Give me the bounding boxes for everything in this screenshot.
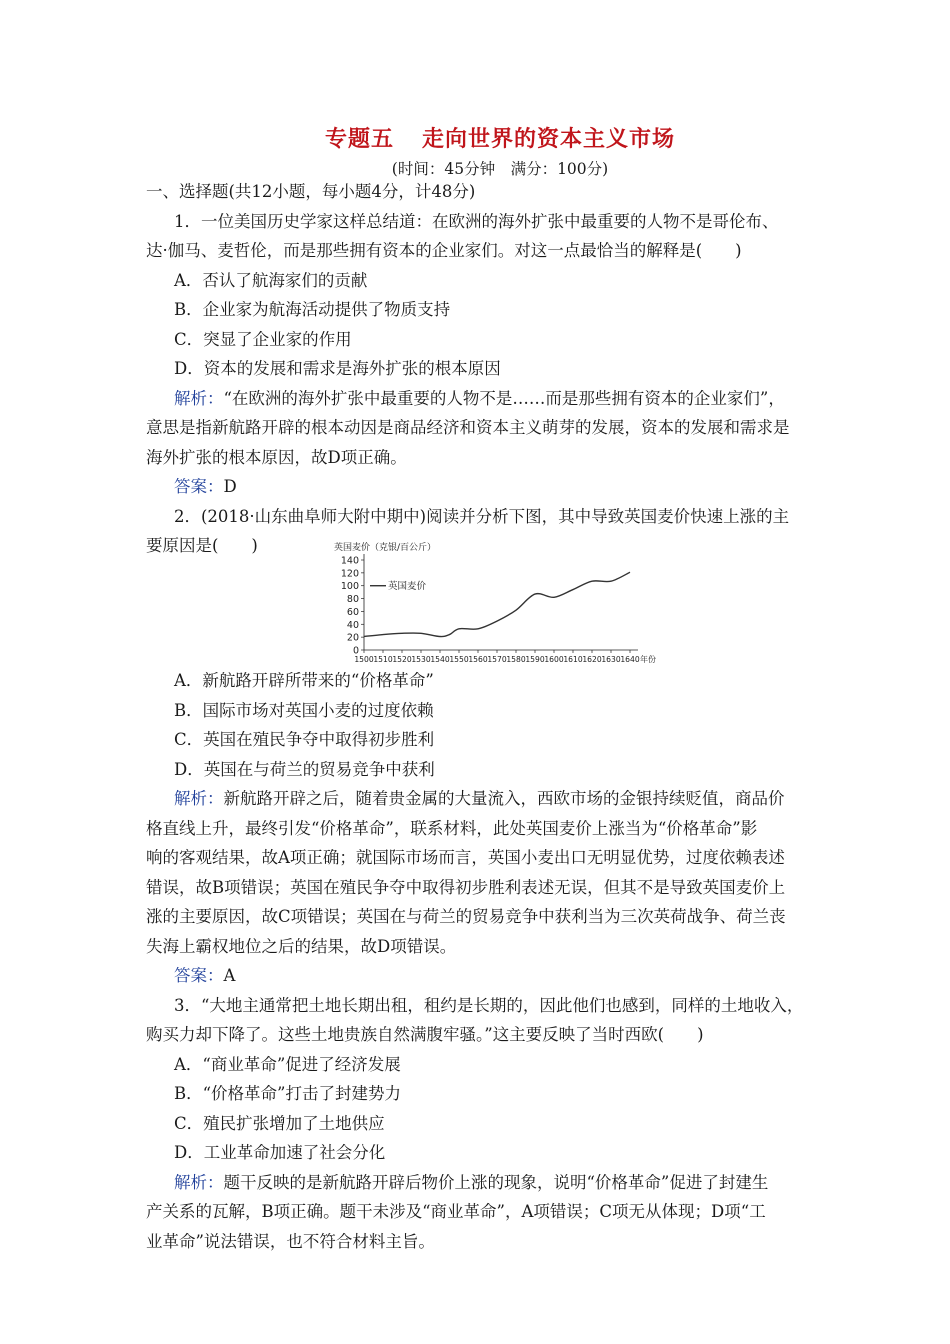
y-tick-label: 60	[346, 606, 359, 618]
q3-option-c: C．殖民扩张增加了土地供应	[174, 1114, 385, 1133]
x-tick-label: 1590	[525, 655, 545, 664]
x-tick-label: 1570	[487, 655, 507, 664]
q2-analysis-line1: 解析：新航路开辟之后，随着贵金属的大量流入，西欧市场的金银持续贬值，商品价	[174, 789, 785, 808]
q2-analysis-label: 解析：	[174, 789, 224, 808]
q1-answer-label: 答案：	[174, 477, 224, 496]
q1-analysis-label: 解析：	[174, 389, 224, 408]
q3-analysis-label: 解析：	[174, 1173, 224, 1192]
q3-analysis-line3: 业革命”说法错误，也不符合材料主旨。	[146, 1232, 435, 1251]
x-tick-label: 1560	[468, 655, 488, 664]
x-tick-label: 1620	[582, 655, 602, 664]
q2-answer: 答案：A	[174, 966, 236, 985]
y-tick-label: 100	[340, 581, 359, 593]
q3-option-d: D．工业革命加速了社会分化	[174, 1143, 386, 1162]
y-tick-label: 120	[340, 568, 359, 580]
x-tick-label: 1520	[392, 655, 412, 664]
q3-analysis-line1: 解析：题干反映的是新航路开辟后物价上涨的现象，说明“价格革命”促进了封建生	[174, 1173, 769, 1192]
q1-stem-line1: 1．一位美国历史学家这样总结道：在欧洲的海外扩张中最重要的人物不是哥伦布、	[174, 212, 779, 231]
q3-option-b: B．“价格革命”打击了封建势力	[174, 1084, 401, 1103]
q2-stem-line1: 2．(2018·山东曲阜师大附中期中)阅读并分析下图，其中导致英国麦价快速上涨的主	[174, 507, 790, 526]
q2-answer-label: 答案：	[174, 966, 224, 985]
q2-option-d: D．英国在与荷兰的贸易竞争中获利	[174, 760, 435, 779]
exam-info: (时间：45分钟 满分：100分)	[391, 160, 609, 178]
q2-analysis-line4: 错误，故B项错误；英国在殖民争夺中取得初步胜利表述无误，但其不是导致英国麦价上	[146, 878, 786, 897]
x-axis-label: 年份	[640, 655, 656, 664]
y-tick-label: 140	[340, 555, 359, 567]
title-main: 走向世界的资本主义市场	[422, 127, 676, 152]
wheat-price-chart	[330, 538, 660, 666]
x-tick-label: 1580	[506, 655, 526, 664]
page-title	[0, 122, 950, 153]
q3-stem-line2: 购买力却下降了。这些土地贵族自然满腹牢骚。”这主要反映了当时西欧( )	[146, 1025, 704, 1044]
q2-option-b: B．国际市场对英国小麦的过度依赖	[174, 701, 434, 720]
q1-option-a: A．否认了航海家们的贡献	[174, 271, 368, 290]
q1-analysis-line1: 解析：“在欧洲的海外扩张中最重要的人物不是……而是那些拥有资本的企业家们”，	[174, 389, 785, 408]
q1-analysis-line3: 海外扩张的根本原因，故D项正确。	[146, 448, 407, 467]
y-tick-label: 80	[346, 594, 359, 606]
x-tick-label: 1510	[373, 655, 393, 664]
x-tick-label: 1540	[430, 655, 450, 664]
q2-option-a: A．新航路开辟所带来的“价格革命”	[174, 671, 434, 690]
q1-option-d: D．资本的发展和需求是海外扩张的根本原因	[174, 359, 501, 378]
x-tick-label: 1640	[620, 655, 640, 664]
q1-option-b: B．企业家为航海活动提供了物质支持	[174, 300, 451, 319]
q2-analysis-line6: 失海上霸权地位之后的结果，故D项错误。	[146, 937, 457, 956]
q2-stem-line2: 要原因是( )	[146, 536, 258, 555]
q2-analysis-line2: 格直线上升，最终引发“价格革命”，联系材料，此处英国麦价上涨当为“价格革命”影	[146, 819, 758, 838]
chart-title: 英国麦价（克银/百公斤）	[334, 543, 437, 553]
y-tick-label: 0	[352, 645, 359, 657]
x-tick-label: 1630	[601, 655, 621, 664]
title-topic: 专题五	[324, 127, 394, 152]
q2-analysis-line5: 涨的主要原因，故C项错误；英国在与荷兰的贸易竞争中获利当为三次英荷战争、荷兰丧	[146, 907, 786, 926]
legend-label: 英国麦价	[388, 581, 427, 593]
q2-option-c: C．英国在殖民争夺中取得初步胜利	[174, 730, 435, 749]
x-tick-label: 1530	[411, 655, 431, 664]
q1-answer: 答案：D	[174, 477, 237, 496]
y-tick-label: 40	[346, 619, 359, 631]
q3-stem-line1: 3．“大地主通常把土地长期出租，租约是长期的，因此他们也感到，同样的土地收入，	[174, 996, 804, 1015]
x-tick-label: 1600	[544, 655, 564, 664]
q3-analysis-line2: 产关系的瓦解，B项正确。题干未涉及“商业革命”，A项错误；C项无从体现；D项“工	[146, 1202, 766, 1221]
x-tick-label: 1500	[354, 655, 374, 664]
q1-stem-line2: 达·伽马、麦哲伦，而是那些拥有资本的企业家们。对这一点最恰当的解释是( )	[146, 241, 742, 260]
y-tick-label: 20	[346, 632, 359, 644]
x-tick-label: 1550	[449, 655, 469, 664]
q2-analysis-line3: 响的客观结果，故A项正确；就国际市场而言，英国小麦出口无明显优势，过度依赖表述	[146, 848, 785, 867]
q3-option-a: A．“商业革命”促进了经济发展	[174, 1055, 401, 1074]
q1-analysis-line2: 意思是指新航路开辟的根本动因是商品经济和资本主义萌芽的发展，资本的发展和需求是	[146, 418, 790, 437]
x-tick-label: 1610	[563, 655, 583, 664]
section-heading: 一、选择题(共12小题，每小题4分，计48分)	[146, 182, 476, 201]
q1-option-c: C．突显了企业家的作用	[174, 330, 352, 349]
